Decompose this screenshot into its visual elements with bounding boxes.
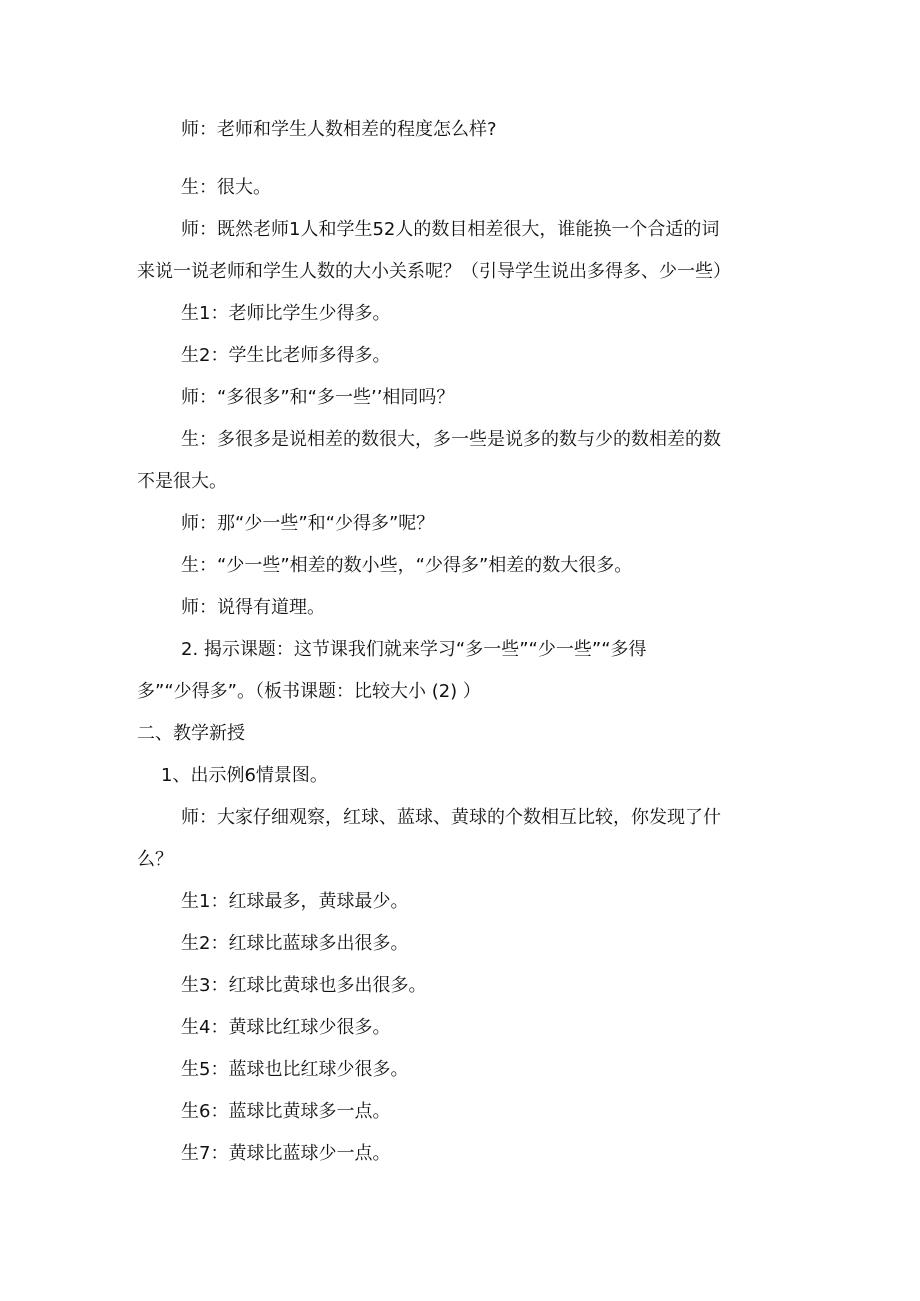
paragraph-line: 生1：红球最多，黄球最少。 bbox=[181, 891, 409, 912]
paragraph-line: 来说一说老师和学生人数的大小关系呢？（引导学生说出多得多、少一些） bbox=[137, 261, 731, 282]
paragraph-line: 生6：蓝球比黄球多一点。 bbox=[181, 1101, 391, 1122]
paragraph-line: 师：那“少一些”和“少得多”呢？ bbox=[181, 513, 435, 534]
paragraph-line: 2. 揭示课题：这节课我们就来学习“多一些”“少一些”“多得 bbox=[181, 639, 647, 660]
paragraph-line: 师：大家仔细观察，红球、蓝球、黄球的个数相互比较，你发现了什 bbox=[181, 807, 721, 828]
subsection-heading: 1、出示例6情景图。 bbox=[161, 765, 328, 786]
paragraph-line: 生5：蓝球也比红球少很多。 bbox=[181, 1059, 409, 1080]
paragraph-line: 生：很大。 bbox=[181, 177, 271, 198]
paragraph-line: 生4：黄球比红球少很多。 bbox=[181, 1017, 391, 1038]
paragraph-line: 生：多很多是说相差的数很大，多一些是说多的数与少的数相差的数 bbox=[181, 429, 721, 450]
paragraph-line: 么？ bbox=[137, 849, 173, 870]
section-heading: 二、教学新授 bbox=[137, 723, 245, 744]
paragraph-line: 生3：红球比黄球也多出很多。 bbox=[181, 975, 427, 996]
paragraph-line: 生7：黄球比蓝球少一点。 bbox=[181, 1143, 391, 1164]
paragraph-line: 师：既然老师1人和学生52人的数目相差很大，谁能换一个合适的词 bbox=[181, 219, 720, 240]
paragraph-line: 师：老师和学生人数相差的程度怎么样? bbox=[181, 119, 497, 140]
paragraph-line: 师：“多很多”和“多一些’’相同吗？ bbox=[181, 387, 455, 408]
paragraph-line: 师：说得有道理。 bbox=[181, 597, 325, 618]
paragraph-line: 生2：红球比蓝球多出很多。 bbox=[181, 933, 409, 954]
paragraph-line: 生：“少一些”相差的数小些，“少得多”相差的数大很多。 bbox=[181, 555, 633, 576]
paragraph-line: 不是很大。 bbox=[137, 471, 227, 492]
paragraph-line: 生1：老师比学生少得多。 bbox=[181, 303, 391, 324]
paragraph-line: 多”“少得多”。（板书课题：比较大小 (2) ） bbox=[137, 681, 481, 702]
paragraph-line: 生2：学生比老师多得多。 bbox=[181, 345, 391, 366]
